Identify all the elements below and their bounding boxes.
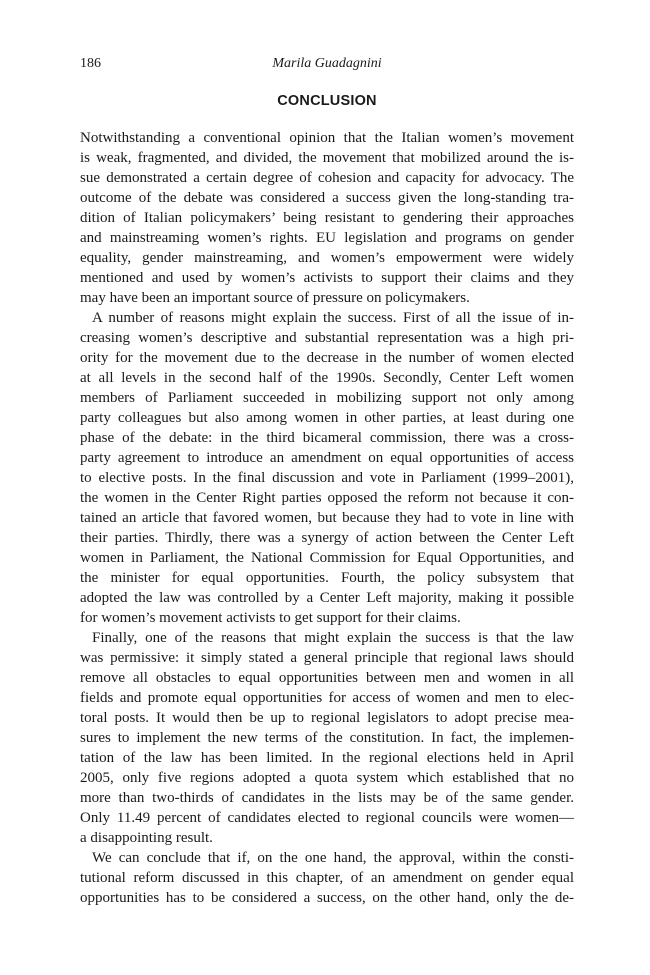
page-number: 186: [80, 56, 101, 71]
text-line: members of Parliament succeeded in mobilizing support not only among: [80, 390, 574, 406]
text-line: women in Parliament, the National Commission for Equal Opportunities, and: [80, 550, 574, 566]
text-line: equality, gender mainstreaming, and women’s empowerment were widely: [80, 250, 574, 266]
running-header: [80, 56, 574, 76]
text-line: party agreement to introduce an amendment on equal opportunities of access: [80, 450, 574, 466]
body-text: [80, 128, 574, 908]
section-heading: CONCLUSION: [277, 93, 377, 109]
text-line: and mainstreaming women’s rights. EU legislation and programs on gender: [80, 230, 574, 246]
text-line: party colleagues but also among women in other parties, at least during one: [80, 410, 574, 426]
text-line: sue demonstrated a certain degree of cohesion and capacity for advocacy. The: [80, 170, 574, 186]
text-line: Finally, one of the reasons that might explain the success is that the law: [92, 630, 574, 646]
text-line: the women in the Center Right parties opposed the reform not because it con-: [80, 490, 574, 506]
text-line: mentioned and used by women’s activists to support their claims and they: [80, 270, 574, 286]
text-line: tained an article that favored women, but because they had to vote in line with: [80, 510, 574, 526]
text-line: opportunities has to be considered a success, on the other hand, only the de-: [80, 890, 574, 906]
text-line: We can conclude that if, on the one hand, the approval, within the consti-: [92, 850, 574, 866]
text-line: for women’s movement activists to get support for their claims.: [80, 610, 461, 626]
running-author: Marila Guadagnini: [272, 56, 382, 71]
text-line: their parties. Thirdly, there was a synergy of action between the Center Left: [80, 530, 574, 546]
text-line: ority for the movement due to the decrease in the number of women elected: [80, 350, 574, 366]
text-line: more than two-thirds of candidates in the lists may be of the same gender.: [80, 790, 574, 806]
text-line: was permissive: it simply stated a general principle that regional laws should: [80, 650, 574, 666]
text-line: at all levels in the second half of the 1990s. Secondly, Center Left women: [80, 370, 574, 386]
text-line: adopted the law was controlled by a Center Left majority, making it possible: [80, 590, 574, 606]
text-line: remove all obstacles to equal opportunities between men and women in all: [80, 670, 574, 686]
text-line: 2005, only five regions adopted a quota system which established that no: [80, 770, 574, 786]
text-line: dition of Italian policymakers’ being resistant to gendering their approaches: [80, 210, 574, 226]
text-line: may have been an important source of pressure on policymakers.: [80, 290, 470, 306]
text-line: tutional reform discussed in this chapter, of an amendment on gender equal: [80, 870, 574, 886]
text-line: Notwithstanding a conventional opinion that the Italian women’s movement: [80, 130, 574, 146]
text-line: the minister for equal opportunities. Fourth, the policy subsystem that: [80, 570, 574, 586]
text-line: fields and promote equal opportunities for access of women and men to elec-: [80, 690, 574, 706]
text-line: to elective posts. In the final discussion and vote in Parliament (1999–2001),: [80, 470, 574, 486]
text-line: tation of the law has been limited. In the regional elections held in April: [80, 750, 574, 766]
text-line: Only 11.49 percent of candidates elected to regional councils were women—: [80, 810, 574, 826]
text-line: is weak, fragmented, and divided, the movement that mobilized around the is-: [80, 150, 574, 166]
text-line: a disappointing result.: [80, 830, 213, 846]
text-line: sures to implement the new terms of the constitution. In fact, the implemen-: [80, 730, 574, 746]
text-line: A number of reasons might explain the success. First of all the issue of in-: [92, 310, 574, 326]
text-line: phase of the debate: in the third bicameral commission, there was a cross-: [80, 430, 574, 446]
text-line: outcome of the debate was considered a success given the long-standing tra-: [80, 190, 574, 206]
text-line: toral posts. It would then be up to regional legislators to adopt precise mea-: [80, 710, 574, 726]
text-line: creasing women’s descriptive and substantial representation was a high pri-: [80, 330, 574, 346]
